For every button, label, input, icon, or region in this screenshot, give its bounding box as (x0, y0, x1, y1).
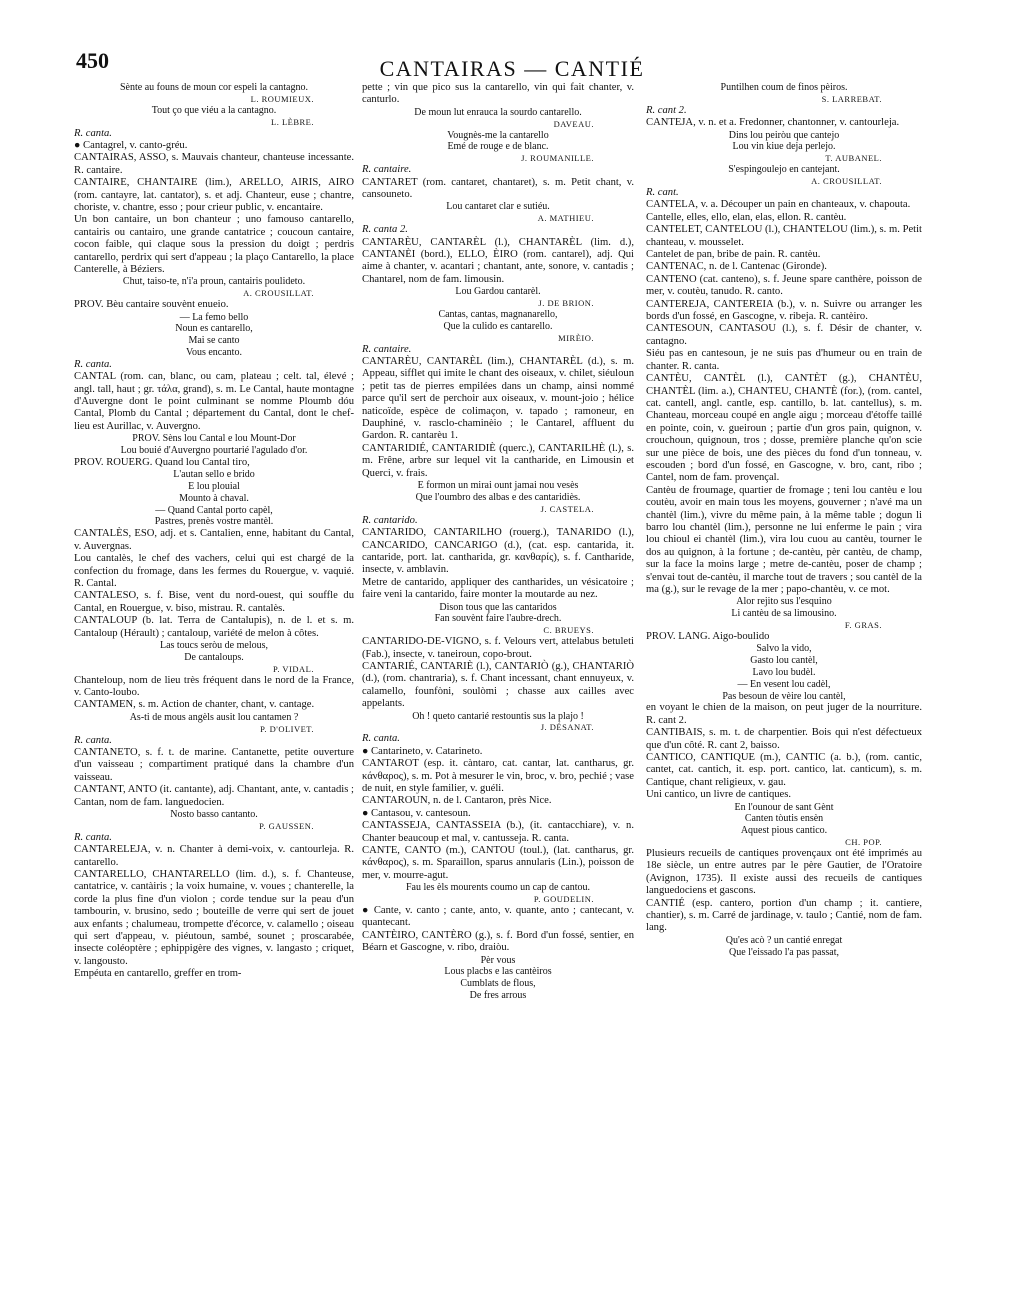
dictionary-entry: Empéuta en cantarello, greffer en trom- (74, 968, 242, 980)
dictionary-entry: PROV. LANG. Aigo-boulido (646, 631, 770, 642)
dictionary-entry: CANTAROT (esp. it. càntaro, cat. cantar, lat. cantharus, gr. κάνθαρος), s. m. Pot à mesurer le vin, broc, v. bro, pechié ; vase de nuit, en style familier, v. guéli. (362, 758, 634, 794)
dictionary-entry: PROV. Bèu cantaire souvènt enueio. (74, 299, 229, 311)
dictionary-entry: Lou cantalès, le chef des vachers, celui qui est chargé de la confection du fromage, dans les fermes du Rouergue, v. vaquié. R. Cantal. (74, 553, 354, 589)
citation-author: A. MATHIEU. (537, 213, 594, 224)
citation-line: En l'ounour de sant Gènt (734, 801, 834, 813)
column-3 (646, 82, 922, 958)
citation-line: Las toucs seròu de melous, (159, 639, 269, 651)
citation-line: — Quand Cantal porto capèl, (155, 504, 273, 516)
citation-line: Que l'oumbro des albas e des cantaridiès. (415, 491, 581, 503)
citation-line: Aquest pious cantico. (740, 825, 828, 837)
citation-line: Pastres, prenès vostre mantèl. (154, 516, 274, 528)
dictionary-entry: CANTELA, v. a. Découper un pain en chanteaux, v. chapouta. (646, 199, 911, 211)
dictionary-entry: Siéu pas en cantesoun, je ne suis pas d'humeur ou en train de chanter. R. canta. (646, 348, 922, 372)
citation-line: PROV. Sèns lou Cantal e lou Mount-Dor (132, 433, 296, 445)
dictionary-entry: CANTANETO, s. f. t. de marine. Cantanette, petite ouverture d'un vaisseau ; compartiment pratiqué dans la chambre d'un vaisseau. (74, 746, 354, 783)
dictionary-entry: Cantelle, elles, ello, elan, elas, ellon. R. cantèu. (646, 211, 847, 223)
citation-line: Dins lou peiròu que cantejo (728, 129, 840, 141)
citation-line: E formon un mirai ount jamai nou vesès (417, 480, 579, 492)
dictionary-entry: Plusieurs recueils de cantiques provençaux ont été imprimés au 18e siècle, un entre autres par le père Gautier, de l'Oratoire (Avignon, 1735). Il existe aussi des recueils de cantiques languedociens et gascons. (646, 848, 922, 897)
dictionary-entry: CANTARÈU, CANTARÈL (lim.), CHANTARÈL (d.), s. m. Appeau, sifflet qui imite le chant des oiseaux, v. chilet, siéuloun ; petit tas de pierres empilées dans un champ, ainsi nommé parce qu'il sert de perchoir aux oiseaux, v. mount-joio ; hélice naticoïde, espèce de colimaçon, v. tapado ; ramoneur, en Dauphiné, v. rasclo-chaminèio ; le Cantarel, affluent du Gardon. R. cantarèu 1. (362, 356, 634, 442)
dictionary-entry: CANTARIDIÉ, CANTARIDIÈ (querc.), CANTARILHÈ (l.), s. m. Frêne, arbre sur lequel vit la cantharide, en Limousin et Querci, v. frais. (362, 442, 634, 479)
dictionary-entry: CANTALESO, s. f. Bise, vent du nord-ouest, qui souffle du Cantal, en Rouergue, v. biso, mistrau. R. cantalès. (74, 590, 354, 614)
citation-line: — En vesent lou cadèl, (737, 678, 831, 690)
dictionary-entry: CANTARELLO, CHANTARELLO (lim. d.), s. f. Chanteuse, cantatrice, v. cantàiris ; la voix humaine, v. voues ; chanterelle, la corde la plus fine d'un violon ; corde tendue sur la peau d'un tambourin, v. brusino, sedo ; bouteille de verre qui sert de jouet aux enfants ; chalumeau, trompette d'écorce, v. calamello ; oiseau qui sert d'appeau, v. piéutoun, sambé, sounet ; proscarabée, insecte coléoptère ; ephippigère des vignes, v. langasto ; criquet, v. langousto. (74, 869, 354, 967)
etymology-reference: R. cant 2. (646, 104, 687, 116)
citation-line: Pas besoun de vèire lou cantèl, (722, 690, 846, 702)
citation-author: S. LARREBAT. (821, 93, 882, 104)
running-head: CANTAIRAS — CANTIÉ (379, 56, 645, 81)
citation-line: De moun lut enrauca la sourdo cantarello. (414, 106, 582, 118)
citation-line: Vous encanto. (186, 347, 242, 359)
dictionary-entry: Cantèu de froumage, quartier de fromage ; teni lou cantèu e lou coutèu, avoir en main tous les moyens, gouverner ; n'avé ma un chantèl (lim.), vivre du même pain, à la même table ; dogun li barro lou chantèl (lim.), personne ne lui enferme le pain ; vira lou chioul ei chantèl (lim.), vira lou cuou au cantèu, tourner le dos au quignon, à la fortune ; de-cantèu, pèr cantèu, de champ, sur la face la moins large ; metre de-cantèu, poser de champ ; s'envai tout de-cantèu, il marche tout de travers ; sou cantèl de la ma (g.), sur le revage de la mer ; papo-chantèu, v. ce mot. (646, 484, 922, 595)
dictionary-entry: PROV. ROUERG. Quand lou Cantal tiro, (74, 456, 250, 468)
citation-author: A. CROUSILLAT. (243, 288, 314, 299)
citation-line: Lou Gardou cantarèl. (455, 286, 541, 298)
etymology-reference: R. canta. (74, 734, 112, 746)
citation-author: T. AUBANEL. (825, 153, 882, 164)
etymology-reference: R. canta. (74, 127, 112, 139)
citation-author: DAVEAU. (553, 118, 594, 129)
citation-author: P. GAUSSEN. (259, 820, 314, 831)
citation-line: Oh ! queto cantarié restountis sus la plajo ! (412, 710, 584, 722)
citation-line: Li cantèu de sa limousino. (731, 608, 837, 620)
citation-author: J. DE BRION. (538, 298, 594, 309)
dictionary-entry: CANTÈU, CANTÈL (l.), CANTÈT (g.), CHANTÈU, CHANTÈL (lim. a.), CHANTEU, CHANTÈ (for.), (rom. cantel, cat. cantell, angl. cantle, esp. cantillo, b. lat. cantellus), s. m. Chanteau, morceau coupé en angle aigu ; morceau d'étoffe taillé en pointe, coin, v. gueiroun ; partie d'un gros pain, quignon, v. crouchoun, quignoun, tros ; dosse, première planche qu'on scie sur une pièce de bois, une des pièces du fond d'un tonneau, v. escouden ; bord d'un fossé, en Gascogne, v. bro, cant, ribo ; Cantel, nom de fam. provençal. (646, 373, 922, 484)
dictionary-entry: CANTASSEJA, CANTASSEIA (b.), (it. cantacchiare), v. n. Chanter beaucoup et mal, v. cantusseja. R. canta. (362, 820, 634, 844)
dictionary-entry: CANTE, CANTO (m.), CANTOU (toul.), (lat. cantharus, gr. κάνθαρος), s. m. Sparaillon, sparus annularis (Lin.), poisson de mer, v. mourre-agut. (362, 845, 634, 881)
citation-author: P. GOUDELIN. (533, 894, 594, 905)
citation-line: Noun es cantarello, (175, 323, 253, 335)
dictionary-entry: pette ; vin que pico sus la cantarello, vin qui fait chanter, v. canturlo. (362, 82, 634, 106)
dictionary-entry: Uni cantico, un livre de cantiques. (646, 789, 792, 801)
dictionary-entry: Chanteloup, nom de lieu très fréquent dans le nord de la France, v. Canto-loubo. (74, 674, 354, 698)
citation-author: P. VIDAL. (273, 663, 314, 674)
dictionary-entry: Metre de cantarido, appliquer des cantharides, un vésicatoire ; faire veni la cantarido, faire monter la moutarde au nez. (362, 576, 634, 601)
dictionary-entry: CANTEREJA, CANTEREIA (b.), v. n. Suivre ou arranger les bords d'un fossé, en Gascogne, v. ribeja. R. cantèiro. (646, 298, 922, 323)
citation-line: Mai se canto (188, 335, 240, 347)
dictionary-entry: CANTEJA, v. n. et a. Fredonner, chantonner, v. cantourleja. (646, 117, 900, 129)
etymology-reference: R. cantarido. (362, 514, 418, 526)
dictionary-entry: Cantelet de pan, bribe de pain. R. cantèu. (646, 249, 821, 261)
dictionary-entry: CANTICO, CANTIQUE (m.), CANTIC (a. b.), (rom. cantic, cantet, cat. cantich, it. esp. port. cantico, lat. canticum), s. m. Cantique, chant religieux, v. gau. (646, 752, 922, 788)
dictionary-entry: CANTARÈU, CANTARÈL (l.), CHANTARÈL (lim. d.), CANTANÈI (bord.), ELLO, ÈIRO (rom. cantarel), adj. Qui aime à chanter, v. acantari ; chantant, ante, sonore, v. cantadis ; Chantarel, nom de fam. limousin. (362, 236, 634, 285)
citation-author: J. DÉSANAT. (540, 722, 594, 733)
citation-line: As-ti de mous angèls ausit lou cantamen ? (129, 711, 299, 723)
citation-line: Salvo la vido, (756, 643, 812, 655)
dictionary-entry: CANTALOUP (b. lat. Terra de Cantalupis), n. de l. et s. m. Cantaloup (Hérault) ; cantaloup, variété de melon à côtes. (74, 615, 354, 639)
citation-line: De fres arrous (469, 990, 527, 1002)
citation-line: L'autan sello e brido (173, 469, 255, 481)
citation-line: Vougnès-me la cantarello (447, 129, 549, 141)
citation-line: De cantaloups. (184, 651, 244, 663)
citation-author: P. D'OLIVET. (260, 723, 314, 734)
column-2 (362, 82, 634, 1002)
page-number: 450 (76, 48, 109, 73)
dictionary-entry: CANTAL (rom. can, blanc, ou cam, plateau ; celt. tal, élevé ; angl. tall, haut ; gr. τάλα, grand), s. m. Le Cantal, haute montagne d'Auvergne dont le point culminant se nomme Ploumb dóu Cantal, Plomb du Cantal ; département du Cantal, dont le chef-lieu est Aurillac, v. Auvergno. (74, 371, 354, 432)
dictionary-entry: ● Cantasou, v. cantesoun. (362, 807, 471, 819)
etymology-reference: R. canta 2. (362, 224, 408, 236)
citation-line: Fau les èls mourents coumo un cap de cantou. (405, 882, 591, 894)
dictionary-entry: CANTÈIRO, CANTÈRO (g.), s. f. Bord d'un fossé, sentier, en Béarn et Gascogne, v. ribo, draiòu. (362, 929, 634, 954)
etymology-reference: R. canta. (74, 358, 112, 370)
citation-author: F. GRAS. (844, 620, 882, 630)
citation-line: Lou vin kiue deja perlejo. (732, 141, 836, 153)
citation-line: Sènte au founs de moun cor espeli la cantagno. (120, 82, 308, 93)
citation-author: A. CROUSILLAT. (811, 176, 882, 186)
citation-line: Que la culido es cantarello. (443, 320, 553, 332)
dictionary-entry: CANTAIRE, CHANTAIRE (lim.), ARELLO, AIRIS, AIRO (rom. cantayre, lat. cantator), s. et adj. Chanteur, euse ; chantre, choriste, v. chantre, esso ; pour crieur public, v. encantaire. (74, 177, 354, 214)
citation-line: Qu'es acò ? un cantié enregat (725, 934, 843, 946)
citation-line: Chut, taiso-te, n'i'a proun, cantairis poulideto. (122, 276, 306, 288)
citation-author: MIRÈIO. (558, 332, 594, 343)
etymology-reference: R. canta. (362, 733, 400, 745)
dictionary-entry: CANTANT, ANTO (it. cantante), adj. Chantant, ante, v. cantadis ; Cantan, nom de fam. languedocien. (74, 784, 354, 808)
dictionary-entry: ● Cantagrel, v. canto-gréu. (74, 140, 188, 151)
citation-line: E lou plouial (188, 481, 240, 493)
etymology-reference: R. cant. (646, 187, 679, 198)
citation-line: Cumblats de flous, (460, 978, 536, 990)
citation-line: Puntilhen coum de finos pèiros. (720, 82, 848, 93)
citation-line: Mounto à chaval. (179, 492, 249, 504)
dictionary-entry: ● Cantarineto, v. Catarineto. (362, 745, 483, 757)
citation-line: Fan souvènt faire l'aubre-drech. (434, 613, 562, 625)
citation-line: Dison tous que las cantaridos (439, 601, 557, 613)
citation-line: Lou bouié d'Auvergno pourtarié l'agulado d'or. (120, 445, 308, 457)
dictionary-entry: CANTESOUN, CANTASOU (l.), s. f. Désir de chanter, v. cantagno. (646, 323, 922, 347)
citation-author: CH. POP. (845, 837, 882, 848)
dictionary-entry: Un bon cantaire, un bon chanteur ; uno famouso cantarello, cantairis ou cantairo, une grande cantatrice ; coucoun cantaire, cocon faible, qui claque sous la pression du doigt ; perdris cantarello, perdrix qui sert d'appeau ; la plaço Cantarello, la place Canterelle, à Béziers. (74, 214, 354, 276)
citation-line: Que l'eissado l'a pas passat, (729, 946, 839, 958)
citation-line: — La femo bello (179, 311, 249, 323)
citation-line: Gasto lou cantèl, (750, 655, 818, 667)
citation-line: Emé de rouge e de blanc. (447, 141, 549, 153)
dictionary-entry: CANTARIÉ, CANTARIÈ (l.), CANTARIÒ (g.), CHANTARIÒ (d.), (rom. chantraria), s. f. Chant incessant, chant ennuyeux, v. calamello, founfòni, soulòmi ; chasse aux cailles avec appelants. (362, 660, 634, 710)
citation-line: Lavo lou budèl. (752, 667, 816, 678)
dictionary-entry: CANTAIRAS, ASSO, s. Mauvais chanteur, chanteuse incessante. R. cantaire. (74, 152, 354, 176)
dictionary-entry: en voyant le chien de la maison, on peut juger de la nourriture. R. cant 2. (646, 702, 922, 726)
dictionary-entry: CANTIÉ (esp. cantero, portion d'un champ ; it. cantiere, chantier), s. m. Carré de jardinage, v. taulo ; Cantié, nom de fam. lang. (646, 897, 922, 934)
dictionary-entry: CANTELET, CANTELOU (l.), CHANTELOU (lim.), s. m. Petit chanteau, v. mousselet. (646, 224, 922, 248)
dictionary-entry: ● Cante, v. canto ; cante, anto, v. quante, anto ; cantecant, v. quantecant. (362, 905, 634, 929)
citation-line: Tout ço que viéu a la cantagno. (151, 104, 277, 116)
dictionary-entry: CANTENAC, n. de l. Cantenac (Gironde). (646, 261, 827, 273)
citation-author: J. CASTELA. (540, 503, 594, 514)
citation-line: Canten tòutis ensèn (744, 813, 824, 825)
citation-line: Cantas, cantas, magnanarello, (438, 309, 558, 321)
dictionary-entry: CANTARELEJA, v. n. Chanter à demi-voix, v. cantourleja. R. cantarello. (74, 844, 354, 868)
citation-author: L. LÈBRE. (271, 116, 314, 127)
citation-line: Alor rejito sus l'esquino (736, 596, 832, 608)
citation-line: Lous placbs e las cantèiros (444, 966, 552, 978)
dictionary-entry: CANTAMEN, s. m. Action de chanter, chant, v. cantage. (74, 699, 315, 711)
citation-line: S'espingoulejo en cantejant. (728, 164, 840, 176)
citation-line: Lou cantaret clar e sutiéu. (446, 201, 550, 213)
etymology-reference: R. cantaire. (362, 343, 412, 355)
citation-line: Pèr vous (480, 954, 516, 966)
dictionary-entry: CANTALÈS, ESO, adj. et s. Cantalien, enne, habitant du Cantal, v. Auvergnas. (74, 528, 354, 552)
dictionary-entry: CANTIBAIS, s. m. t. de charpentier. Bois qui n'est défectueux que d'un côté. R. cant 2, baisso. (646, 727, 922, 751)
etymology-reference: R. cantaire. (362, 164, 412, 176)
citation-author: L. ROUMIEUX. (250, 93, 314, 104)
column-1 (74, 82, 354, 981)
dictionary-entry: CANTARIDO, CANTARILHO (rouerg.), TANARIDO (l.), CANCARIDO, CANCARIGO (d.), (cat. esp. cantarida, it. cantaride, port. lat. cantharida, gr. κανθαρίς), s. f. Cantharide, insecte, v. amblavin. (362, 527, 634, 576)
citation-line: Nosto basso cantanto. (170, 808, 258, 820)
dictionary-entry: CANTARET (rom. cantaret, chantaret), s. m. Petit chant, v. cansouneto. (362, 176, 634, 201)
dictionary-entry: CANTAROUN, n. de l. Cantaron, près Nice. (362, 795, 552, 807)
citation-author: C. BRUEYS. (543, 625, 594, 636)
etymology-reference: R. canta. (74, 831, 112, 843)
dictionary-entry: CANTENO (cat. canteno), s. f. Jeune spare canthère, poisson de mer, v. coutèu, tanudo. R. canto. (646, 273, 922, 298)
citation-author: J. ROUMANILLE. (521, 153, 594, 164)
dictionary-entry: CANTARIDO-DE-VIGNO, s. f. Velours vert, attelabus betuleti (Fab.), insecte, v. taneiroun, copo-brout. (362, 636, 634, 660)
